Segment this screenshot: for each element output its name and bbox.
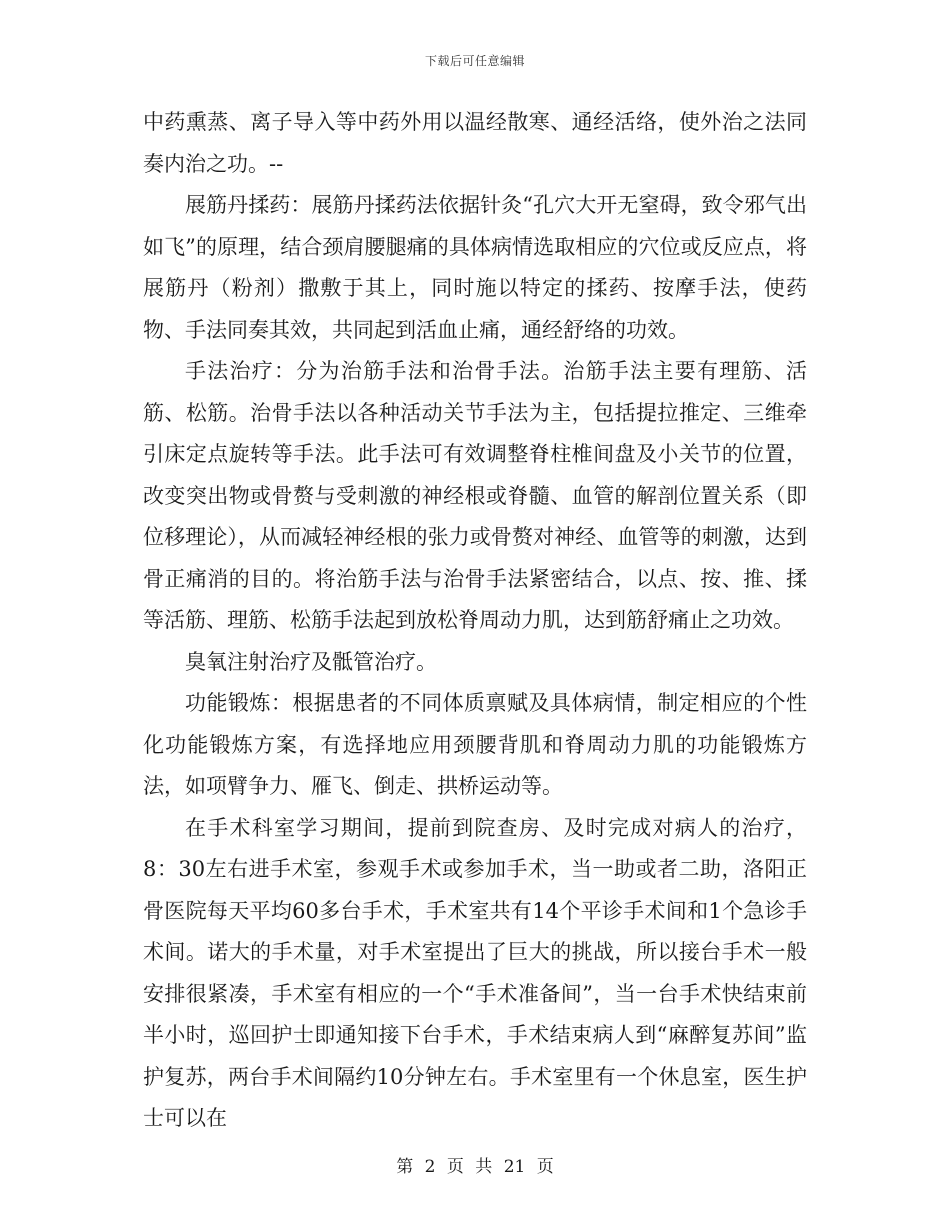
paragraph-functional-exercise: 功能锻炼：根据患者的不同体质禀赋及具体病情，制定相应的个性化功能锻炼方案，有选择地应用颈腰背肌和脊周动力肌的功能锻炼方法，如项臂争力、雁飞、倒走、拱桥运动等。 — [143, 691, 807, 798]
paragraph-ozone-injection: 臭氧注射治疗及骶管治疗。 — [185, 649, 437, 674]
document-body — [143, 102, 807, 1140]
page-number: 第 2 页 共 21 页 — [396, 1157, 554, 1177]
paragraph-herbal-fumigation: 中药熏蒸、离子导入等中药外用以温经散寒、通经活络，使外治之法同奏内治之功。-- — [143, 110, 807, 176]
page-header: 下载后可任意编辑 — [424, 54, 525, 68]
paragraph-manual-therapy: 手法治疗：分为治筋手法和治骨手法。治筋手法主要有理筋、活筋、松筋。治骨手法以各种活动关节手法为主，包括提拉推定、三维牵引床定点旋转等手法。此手法可有效调整脊柱椎间盘及小关节的位置，改变突出物或骨赘与受刺激的神经根或脊髓、血管的解剖位置关系（即位移理论），从而减轻神经根的张力或骨赘对神经、血管等的刺激，达到骨正痛消的目的。将治筋手法与治骨手法紧密结合，以点、按、推、揉等活筋、理筋、松筋手法起到放松脊周动力肌，达到筋舒痛止之功效。 — [143, 359, 807, 632]
paragraph-surgery-department: 在手术科室学习期间，提前到院查房、及时完成对病人的治疗，8：30左右进手术室，参观手术或参加手术，当一助或者二助，洛阳正骨医院每天平均60多台手术，手术室共有14个平诊手术间和1个急诊手术间。诺大的手术量，对手术室提出了巨大的挑战，所以接台手术一般安排很紧凑，手术室有相应的一个“手术准备间”，当一台手术快结束前半小时，巡回护士即通知接下台手术，手术结束病人到“麻醉复苏间”监护复苏，两台手术间隔约10分钟左右。手术室里有一个休息室，医生护士可以在 — [143, 815, 807, 1130]
paragraph-zhanjindan: 展筋丹揉药：展筋丹揉药法依据针灸“孔穴大开无窒碍，致令邪气出如飞”的原理，结合颈肩腰腿痛的具体病情选取相应的穴位或反应点，将展筋丹（粉剂）撒敷于其上，同时施以特定的揉药、按摩手法，使药物、手法同奏其效，共同起到活血止痛，通经舒络的功效。 — [143, 193, 807, 342]
